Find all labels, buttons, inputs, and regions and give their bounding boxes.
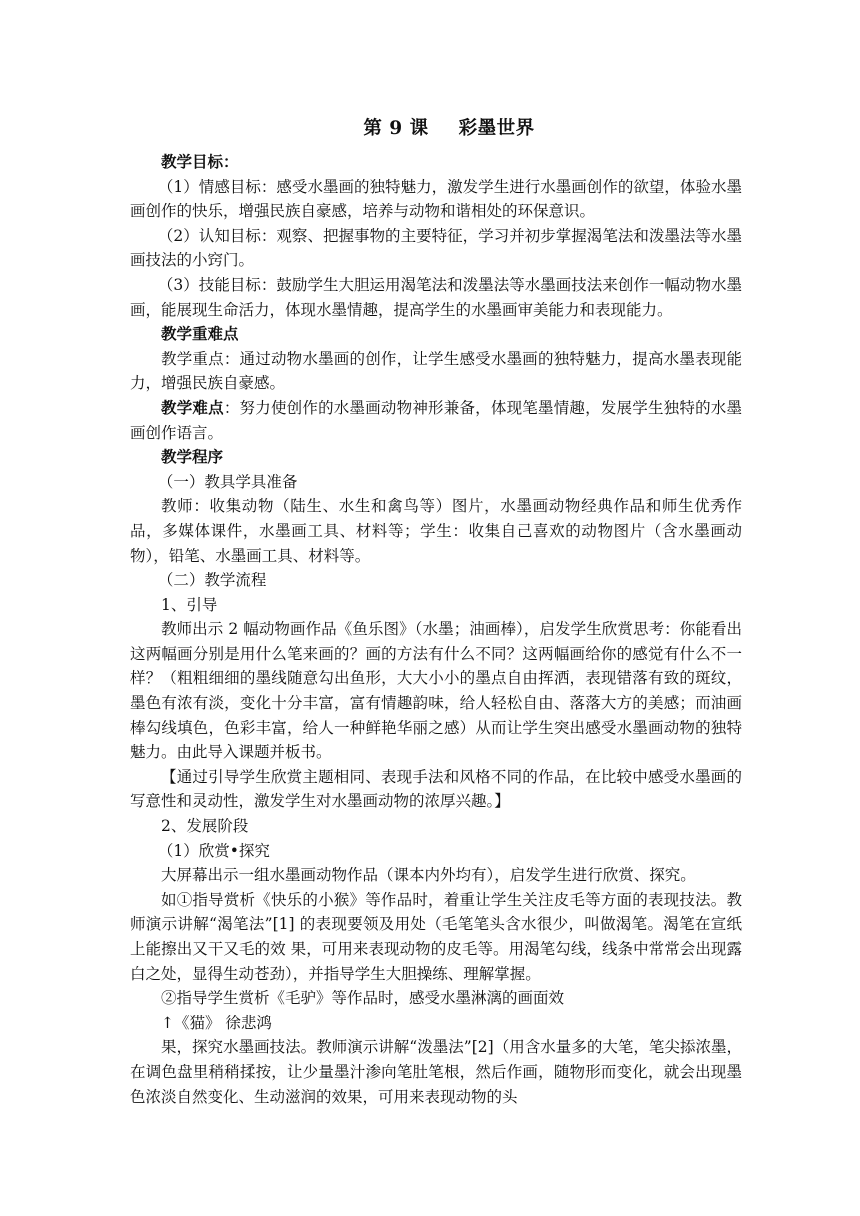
prep-heading: （一）教具学具准备 [157, 472, 298, 491]
intro-heading: 1、引导 [161, 595, 218, 614]
lesson-name: 彩墨世界 [458, 118, 535, 139]
goals-heading: 教学目标： [161, 152, 239, 171]
prep-text: 教师：收集动物（陆生、水生和禽鸟等）图片，水墨画动物经典作品和师生优秀作品，多媒体课件，水墨画工具、材料等；学生：收集自己喜欢的动物图片（含水墨画动物），铅笔、水墨画工具、材料等。 [130, 497, 742, 565]
intro-text: 教师出示 2 幅动物画作品《鱼乐图》（水墨；油画棒），启发学生欣赏思考：你能看出这两幅画分别是用什么笔来画的？画的方法有什么不同？这两幅画给你的感觉有什么不一样？（粗粗细细的墨线随意勾出鱼形，大大小小的墨点自由挥洒，表现错落有致的斑纹，墨色有浓有淡，变化十分丰富，富有情趣韵味，给人轻松自由、落落大方的美感；而油画棒勾线填色，色彩丰富，给人一种鲜艳华丽之感）从而让学生突出感受水墨画动物的独特魅力。由此导入课题并板书。 [130, 620, 742, 762]
difficulty-paragraph [130, 396, 742, 445]
appreciate-heading: （1）欣赏•探究 [157, 841, 270, 860]
lesson-number: 第 9 课 [363, 118, 429, 139]
donkey-paragraph: ②指导学生赏析《毛驴》等作品时，感受水墨淋漓的画面效 [161, 989, 565, 1008]
goal-cognition: （2）认知目标：观察、把握事物的主要特征，学习并初步掌握渴笔法和泼墨法等水墨画技法的小窍门。 [130, 226, 742, 270]
difficulty-label: 教学难点 [161, 397, 224, 417]
flow-heading: （二）教学流程 [157, 571, 267, 590]
difficulty-text: ：努力使创作的水墨画动物神形兼备，体现笔墨情趣，发展学生独特的水墨画创作语言。 [130, 398, 742, 442]
document-body [130, 116, 742, 1109]
develop-heading: 2、发展阶段 [161, 817, 249, 836]
key-difficulty-heading: 教学重难点 [161, 324, 239, 344]
page-title [130, 116, 742, 142]
monkey-paragraph: 如①指导赏析《快乐的小猴》等作品时，着重让学生关注皮毛等方面的表现技法。教师演示讲解“渴笔法”[1] 的表现要领及用处（毛笔笔头含水很少，叫做渴笔。渴笔在宣纸上能擦出又干又毛的效 果，可用来表现动物的皮毛等。用渴笔勾线，线条中常常会出现露白之处，显得生动苍劲），并指导学生大胆操练、理解掌握。 [130, 890, 742, 983]
key-point: 教学重点：通过动物水墨画的创作，让学生感受水墨画的独特魅力，提高水墨表现能力，增强民族自豪感。 [130, 349, 742, 393]
appreciate-text: 大屏幕出示一组水墨画动物作品（课本内外均有），启发学生进行欣赏、探究。 [161, 866, 696, 885]
intro-note: 【通过引导学生欣赏主题相同、表现手法和风格不同的作品，在比较中感受水墨画的写意性和灵动性，激发学生对水墨画动物的浓厚兴趣。】 [130, 767, 742, 811]
procedure-heading: 教学程序 [161, 447, 224, 467]
image-caption: ↑《猫》 徐悲鸿 [161, 1013, 272, 1032]
goal-emotion: （1）情感目标：感受水墨画的独特魅力，激发学生进行水墨画创作的欲望，体验水墨画创作的快乐，增强民族自豪感，培养与动物和谐相处的环保意识。 [130, 177, 742, 221]
goal-skill: （3）技能目标：鼓励学生大胆运用渴笔法和泼墨法等水墨画技法来创作一幅动物水墨画，能展现生命活力，体现水墨情趣，提高学生的水墨画审美能力和表现能力。 [130, 275, 742, 319]
splash-ink-paragraph: 果，探究水墨画技法。教师演示讲解“泼墨法”[2]（用含水量多的大笔，笔尖掭浓墨，在调色盘里稍稍揉按，让少量墨汁渗向笔肚笔根，然后作画，随物形而变化，就会出现墨色浓淡自然变化、生动滋润的效果，可用来表现动物的头 [130, 1038, 742, 1106]
